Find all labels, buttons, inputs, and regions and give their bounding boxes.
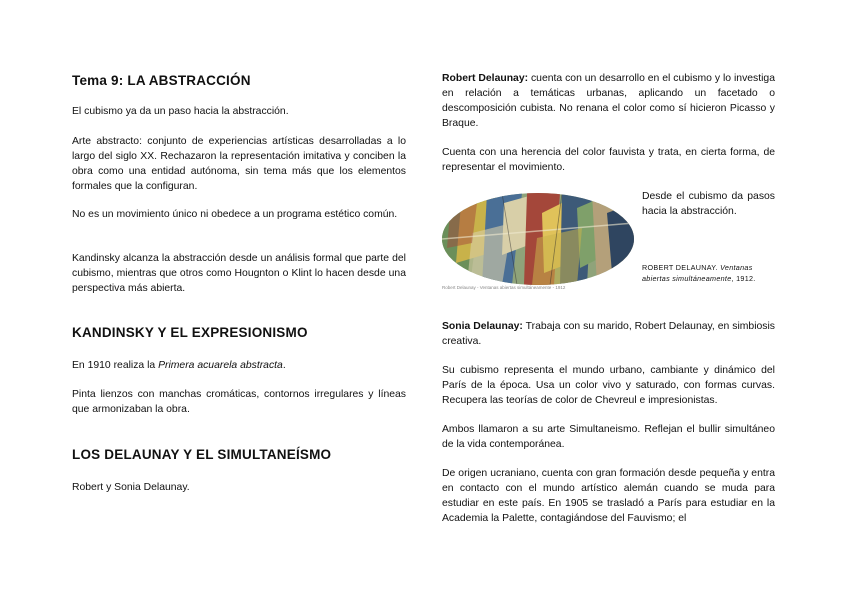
image-credit: Robert Delaunay - Ventanas abiertas simultáneamente - 1912 <box>442 285 566 290</box>
caption-author: ROBERT DELAUNAY. <box>642 263 718 272</box>
paragraph-sonia <box>442 319 775 349</box>
paragraph-delaunays: Robert y Sonia Delaunay. <box>72 482 190 493</box>
paragraph-lienzos: Pinta lienzos con manchas cromáticas, contornos irregulares y líneas que armonizaban la obra. <box>72 389 406 415</box>
sonia-name: Sonia Delaunay: <box>442 321 523 332</box>
paragraph-origen: De origen ucraniano, cuenta con gran formación desde pequeña y entra en contacto con el mundo artístico alemán cuando se muda para estudiar en este país. En 1905 se trasladó a París para estudiar en la Academia la Palette, contagiándose del Fauvismo; el <box>442 468 775 524</box>
text-1910-suffix: . <box>282 360 286 371</box>
paragraph-1910 <box>72 358 406 373</box>
caption-artwork <box>642 262 775 284</box>
paragraph-cubismo-urbano: Su cubismo representa el mundo urbano, cambiante y dinámico del París de la época. Usa un color vivo y saturado, con formas curvas. Recupera las teorías de color de Chevreul e impresionistas. <box>442 365 775 406</box>
caption-year: , 1912. <box>731 274 756 283</box>
paragraph-fauvist: Cuenta con una herencia del color fauvista y trata, en cierta forma, de representar el movimiento. <box>442 147 775 173</box>
sonia-text: Trabaja con su marido, Robert Delaunay, en simbiosis creativa. <box>442 321 775 347</box>
paragraph-kandinsky: Kandinsky alcanza la abstracción desde un análisis formal que parte del cubismo, mientras que otros como Hougnton o Klint lo hacen desde una perspectiva más abierta. <box>72 253 406 294</box>
text-1910-prefix: En 1910 realiza la <box>72 360 159 371</box>
page-title: Tema 9: LA ABSTRACCIÓN <box>72 73 251 88</box>
paragraph-intro: El cubismo ya da un paso hacia la abstracción. <box>72 106 289 117</box>
heading-delaunay: LOS DELAUNAY Y EL SIMULTANEÍSMO <box>72 447 332 462</box>
heading-kandinsky: KANDINSKY Y EL EXPRESIONISMO <box>72 325 308 340</box>
paragraph-robert <box>442 71 775 131</box>
caption-title: Ventanas abiertas simultáneamente <box>642 263 753 283</box>
robert-text: cuenta con un desarrollo en el cubismo y lo investiga en relación a temáticas urbanas, aplicando un facetado o descomposición cubista. No renana el color como sí hicieron Picasso y Braque. <box>442 73 775 129</box>
painting-svg <box>442 193 634 285</box>
paragraph-simultaneismo: Ambos llamaron a su arte Simultaneismo. Reflejan el bullir simultáneo de la vida contemporánea. <box>442 424 775 450</box>
delaunay-painting-image <box>442 193 634 285</box>
paragraph-abstract-art: Arte abstracto: conjunto de experiencias artísticas desarrolladas a lo largo del siglo XX. Rechazaron la representación imitativa y conciben la obra como una entidad autónoma, sin tema más que los elementos formales que la configuran. <box>72 136 406 192</box>
caption-cubism: Desde el cubismo da pasos hacia la abstracción. <box>642 191 775 217</box>
paragraph-movement: No es un movimiento único ni obedece a un programa estético común. <box>72 209 398 220</box>
robert-name: Robert Delaunay: <box>442 73 529 84</box>
artwork-title: Primera acuarela abstracta <box>158 360 283 371</box>
